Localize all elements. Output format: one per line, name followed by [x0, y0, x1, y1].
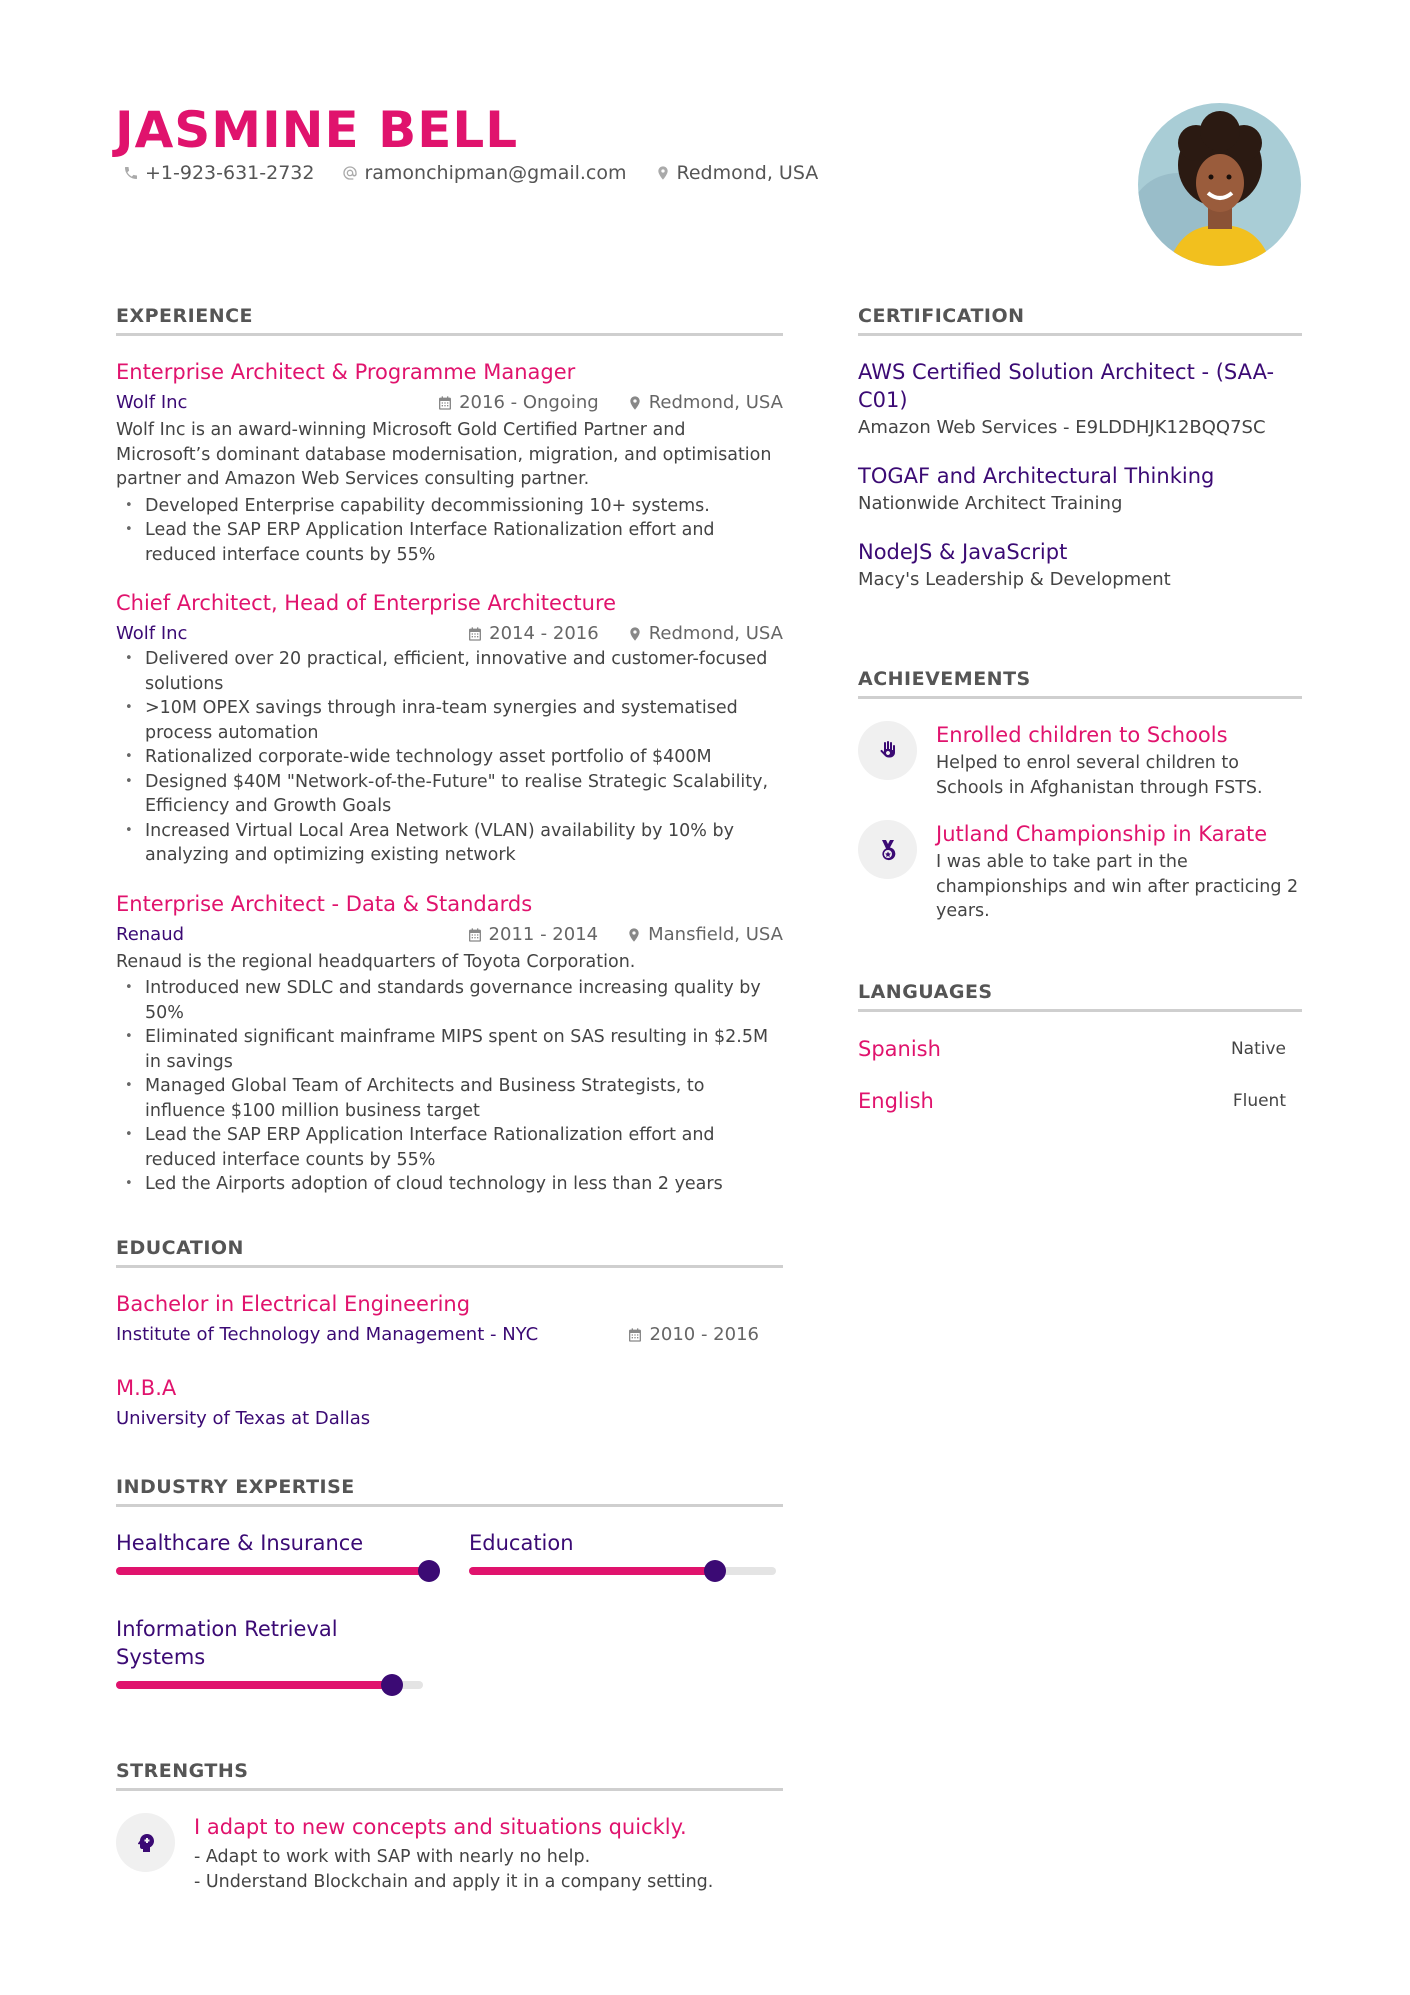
job-dates: 2014 - 2016	[489, 623, 599, 644]
job-entry	[116, 589, 783, 868]
education-degree: M.B.A	[116, 1376, 177, 1400]
job-description: Renaud is the regional headquarters of Toyota Corporation.	[116, 951, 636, 972]
language-item	[858, 1034, 1302, 1064]
job-title: Chief Architect, Head of Enterprise Architecture	[116, 591, 617, 615]
job-bullet: • >10M OPEX savings through inra-team synergies and systematised process automation	[145, 696, 783, 745]
job-location: Mansfield, USA	[648, 923, 783, 945]
education-degree: Bachelor in Electrical Engineering	[116, 1292, 471, 1316]
expertise-bar-fill	[116, 1681, 392, 1689]
job-bullet: • Managed Global Team of Architects and Business Strategists, to influence $100 million business target	[145, 1074, 783, 1123]
location-pin-icon	[626, 927, 642, 943]
education-dates: 2010 - 2016	[649, 1324, 759, 1345]
job-title: Enterprise Architect - Data & Standards	[116, 891, 533, 916]
contact-row	[123, 162, 818, 184]
achievements-heading: ACHIEVEMENTS	[858, 668, 1302, 699]
contact-location	[655, 162, 819, 184]
language-level: Native	[1230, 1039, 1286, 1059]
achievement-title: Enrolled children to Schools	[936, 723, 1228, 747]
language-name: Spanish	[858, 1037, 941, 1061]
job-bullet: • Increased Virtual Local Area Network (VLAN) availability by 10% by analyzing and optimizing existing network	[145, 819, 783, 868]
job-company: Wolf Inc	[116, 392, 188, 413]
education-entry	[116, 1374, 783, 1432]
expertise-bar-knob	[418, 1560, 440, 1582]
expertise-bar-fill	[116, 1567, 429, 1575]
certification-item	[858, 358, 1302, 442]
expertise-bar	[116, 1681, 423, 1689]
certification-issuer: Nationwide Architect Training	[858, 493, 1123, 514]
certification-title: TOGAF and Architectural Thinking	[858, 464, 1215, 488]
job-entry	[116, 890, 783, 1197]
achievement-icon-wrap	[858, 820, 917, 879]
education-entry	[116, 1290, 783, 1348]
job-bullet: • Lead the SAP ERP Application Interface Rationalization effort and reduced interface counts by 55%	[145, 1123, 783, 1172]
job-bullets	[116, 976, 783, 1197]
expertise-label: Education	[469, 1531, 574, 1555]
email-text[interactable]: ramonchipman@gmail.com	[364, 162, 627, 184]
expertise-bar-fill	[469, 1567, 715, 1575]
calendar-icon	[467, 927, 483, 943]
education-school: Institute of Technology and Management - NYC	[116, 1324, 539, 1345]
expertise-label: Healthcare & Insurance	[116, 1531, 364, 1555]
job-bullets	[116, 647, 783, 868]
job-title: Enterprise Architect & Programme Manager	[116, 360, 576, 384]
expertise-heading: INDUSTRY EXPERTISE	[116, 1476, 783, 1507]
expertise-bar	[116, 1567, 429, 1575]
job-entry	[116, 358, 783, 567]
phone-icon	[123, 165, 139, 181]
language-level: Fluent	[1232, 1091, 1286, 1111]
job-dates: 2016 - Ongoing	[459, 392, 599, 413]
certification-issuer: Amazon Web Services - E9LDDHJK12BQQ7SC	[858, 417, 1266, 438]
expertise-item	[116, 1615, 423, 1689]
profile-photo	[1138, 103, 1301, 266]
candidate-name: JASMINE BELL	[115, 101, 519, 159]
job-bullet: • Developed Enterprise capability decommissioning 10+ systems.	[145, 494, 783, 519]
expertise-bar	[469, 1567, 776, 1575]
language-item	[858, 1086, 1302, 1116]
brain-head-icon	[134, 1831, 158, 1855]
achievement-title: Jutland Championship in Karate	[936, 822, 1268, 846]
job-meta	[116, 922, 783, 948]
achievement-icon-wrap	[858, 721, 917, 780]
expertise-bar-knob	[381, 1674, 403, 1696]
strengths-heading: STRENGTHS	[116, 1760, 783, 1791]
job-bullet: • Eliminated significant mainframe MIPS spent on SAS resulting in $2.5M in savings	[145, 1025, 783, 1074]
job-meta	[116, 390, 783, 416]
achievement-description: I was able to take part in the championships and win after practicing 2 years.	[936, 852, 1299, 921]
achievement-item	[858, 721, 1302, 800]
job-location: Redmond, USA	[648, 623, 783, 644]
strength-title: I adapt to new concepts and situations quickly.	[194, 1815, 687, 1839]
job-bullet: • Introduced new SDLC and standards governance increasing quality by 50%	[145, 976, 783, 1025]
job-bullets	[116, 494, 783, 568]
location-pin-icon	[627, 395, 643, 411]
at-icon	[342, 165, 358, 181]
job-location: Redmond, USA	[648, 392, 783, 413]
strength-line: - Adapt to work with SAP with nearly no help.	[194, 1847, 591, 1867]
location-text: Redmond, USA	[676, 162, 819, 184]
location-pin-icon	[627, 626, 643, 642]
expertise-label: Information Retrieval Systems	[116, 1617, 338, 1669]
expertise-item	[469, 1529, 776, 1575]
certification-section	[858, 305, 1302, 614]
experience-section	[116, 305, 783, 1219]
contact-phone	[123, 162, 314, 184]
expertise-grid	[116, 1529, 783, 1689]
contact-email	[342, 162, 626, 184]
education-heading: EDUCATION	[116, 1237, 783, 1268]
job-company: Renaud	[116, 923, 185, 945]
certification-issuer: Macy's Leadership & Development	[858, 569, 1171, 590]
achievements-section	[858, 668, 1302, 944]
location-pin-icon	[655, 165, 671, 181]
job-bullet: • Delivered over 20 practical, efficient, innovative and customer-focused solutions	[145, 647, 783, 696]
job-bullet: • Lead the SAP ERP Application Interface Rationalization effort and reduced interface counts by 55%	[145, 518, 783, 567]
education-school: University of Texas at Dallas	[116, 1408, 371, 1429]
job-meta	[116, 621, 783, 647]
job-description: Wolf Inc is an award-winning Microsoft Gold Certified Partner and Microsoft’s dominant database modernisation, migration, and optimisation partner and Amazon Web Services consulting partner.	[116, 420, 772, 489]
certification-item	[858, 462, 1302, 518]
strength-line: - Understand Blockchain and apply it in a company setting.	[194, 1871, 714, 1892]
certification-title: NodeJS & JavaScript	[858, 540, 1068, 564]
calendar-icon	[627, 1327, 643, 1343]
achievement-description: Helped to enrol several children to Schools in Afghanistan through FSTS.	[936, 753, 1263, 798]
certification-title: AWS Certified Solution Architect - (SAA-C01)	[858, 360, 1275, 412]
job-bullet: • Led the Airports adoption of cloud technology in less than 2 years	[145, 1172, 783, 1197]
expertise-item	[116, 1529, 429, 1575]
experience-heading: EXPERIENCE	[116, 305, 783, 336]
job-dates: 2011 - 2014	[488, 923, 599, 945]
expertise-section	[116, 1476, 783, 1689]
achievement-item	[858, 820, 1302, 924]
strengths-section	[116, 1760, 783, 1894]
job-bullet: • Designed $40M "Network-of-the-Future" to realise Strategic Scalability, Efficiency and Growth Goals	[145, 770, 783, 819]
calendar-icon	[437, 395, 453, 411]
certification-item	[858, 538, 1302, 594]
education-section	[116, 1237, 783, 1458]
job-bullet: • Rationalized corporate-wide technology asset portfolio of $400M	[145, 745, 783, 770]
education-meta	[116, 1322, 783, 1348]
expertise-bar-knob	[704, 1560, 726, 1582]
languages-heading: LANGUAGES	[858, 981, 1302, 1012]
strength-item	[116, 1813, 783, 1894]
phone-text[interactable]: +1-923-631-2732	[145, 162, 315, 184]
language-name: English	[858, 1089, 934, 1113]
medal-icon	[876, 838, 900, 862]
languages-section	[858, 981, 1302, 1138]
strength-icon-wrap	[116, 1813, 175, 1872]
job-company: Wolf Inc	[116, 623, 188, 644]
hand-icon	[876, 739, 900, 763]
certification-heading: CERTIFICATION	[858, 305, 1302, 336]
calendar-icon	[467, 626, 483, 642]
